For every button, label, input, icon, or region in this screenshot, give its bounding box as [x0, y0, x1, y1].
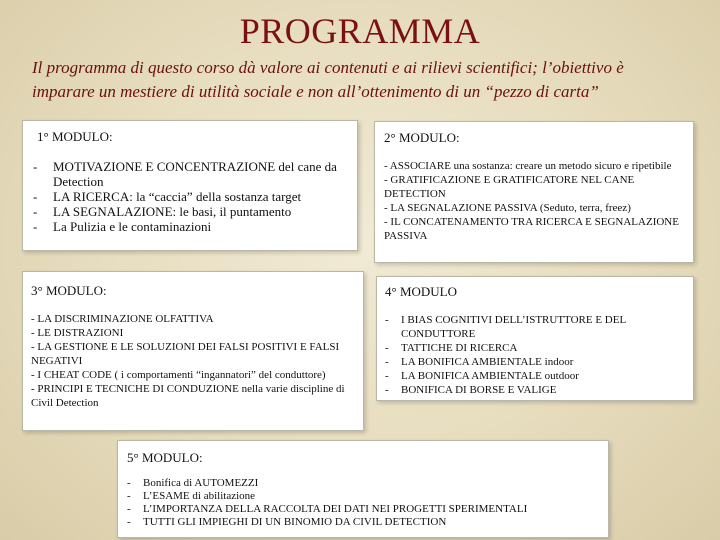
bullet-dash: -: [385, 384, 389, 396]
bullet-dash: -: [385, 314, 389, 326]
list-item: - PRINCIPI E TECNICHE DI CONDUZIONE nella varie discipline di Civil Detection: [31, 383, 345, 409]
module-3-box: [22, 271, 364, 431]
list-item: - LA GESTIONE E LE SOLUZIONI DEI FALSI POSITIVI E FALSI NEGATIVI: [31, 341, 340, 367]
list-item: [33, 204, 351, 219]
list-item: [385, 313, 687, 341]
list-item-text: LA RICERCA: la “caccia” della sostanza target: [53, 189, 302, 204]
list-item: [127, 490, 602, 503]
intro-line-1: Il programma di questo corso dà valore ai contenuti e ai rilievi scientifici; l’obiettivo è: [32, 58, 624, 77]
page-title: PROGRAMMA: [239, 11, 481, 51]
list-item-text: BONIFICA DI BORSE E VALIGE: [401, 384, 557, 396]
bullet-dash: -: [385, 342, 389, 354]
bullet-dash: -: [33, 219, 38, 234]
module-heading: 2° MODULO:: [384, 130, 460, 145]
bullet-dash: -: [33, 159, 38, 174]
list-item: - I CHEAT CODE ( i comportamenti “ingannatori” del conduttore): [31, 369, 326, 381]
list-item: [385, 341, 687, 355]
intro-text: [32, 56, 692, 104]
list-item-text: La Pulizia e le contaminazioni: [53, 219, 212, 234]
list-item-text: TATTICHE DI RICERCA: [401, 342, 518, 354]
module-1-list: [33, 159, 351, 234]
list-item: [127, 516, 602, 529]
module-heading: 5° MODULO:: [127, 450, 203, 465]
list-item: - LA DISCRIMINAZIONE OLFATTIVA: [31, 313, 214, 325]
list-item: [385, 383, 687, 397]
list-item: [33, 159, 351, 189]
bullet-dash: -: [127, 477, 131, 489]
list-item: - GRATIFICAZIONE E GRATIFICATORE NEL CANE DETECTION: [384, 174, 635, 200]
module-5-box: [117, 440, 609, 538]
list-item: [33, 189, 351, 204]
list-item-text: I BIAS COGNITIVI DELL’ISTRUTTORE E DEL CONDUTTORE: [401, 314, 626, 340]
module-5-list: [127, 477, 602, 529]
module-2-list: [384, 159, 687, 243]
list-item-text: L’IMPORTANZA DELLA RACCOLTA DEI DATI NEI PROGETTI SPERIMENTALI: [143, 503, 528, 515]
list-item-text: Bonifica di AUTOMEZZI: [143, 477, 259, 489]
module-2-box: [374, 121, 694, 263]
list-item-text: TUTTI GLI IMPIEGHI DI UN BINOMIO DA CIVIL DETECTION: [143, 516, 447, 528]
module-4-box: [376, 276, 694, 401]
bullet-dash: -: [127, 490, 131, 502]
bullet-dash: -: [385, 356, 389, 368]
list-item: - IL CONCATENAMENTO TRA RICERCA E SEGNALAZIONE PASSIVA: [384, 216, 679, 242]
bullet-dash: -: [33, 204, 38, 219]
list-item-text: LA BONIFICA AMBIENTALE outdoor: [401, 370, 579, 382]
list-item-text: MOTIVAZIONE E CONCENTRAZIONE del cane da Detection: [53, 159, 337, 189]
list-item: [127, 477, 602, 490]
intro-line-2: imparare un mestiere di utilità sociale e non all’ottenimento di un “pezzo di carta”: [32, 82, 599, 101]
module-1-box: [22, 120, 358, 251]
list-item: - LA SEGNALAZIONE PASSIVA (Seduto, terra, freez): [384, 202, 631, 214]
list-item-text: LA BONIFICA AMBIENTALE indoor: [401, 356, 574, 368]
module-heading: 3° MODULO:: [31, 283, 107, 298]
list-item: [33, 219, 351, 234]
list-item: [127, 503, 602, 516]
bullet-dash: -: [33, 189, 38, 204]
list-item: [385, 369, 687, 383]
list-item: [385, 355, 687, 369]
module-heading: 1° MODULO:: [37, 129, 113, 144]
bullet-dash: -: [385, 370, 389, 382]
list-item-text: LA SEGNALAZIONE: le basi, il puntamento: [53, 204, 292, 219]
module-3-list: [31, 312, 357, 410]
bullet-dash: -: [127, 516, 131, 528]
module-4-list: [385, 313, 687, 397]
bullet-dash: -: [127, 503, 131, 515]
list-item: - ASSOCIARE una sostanza: creare un metodo sicuro e ripetibile: [384, 160, 672, 172]
list-item: - LE DISTRAZIONI: [31, 327, 124, 339]
list-item-text: L’ESAME di abilitazione: [143, 490, 256, 502]
module-heading: 4° MODULO: [385, 284, 458, 299]
